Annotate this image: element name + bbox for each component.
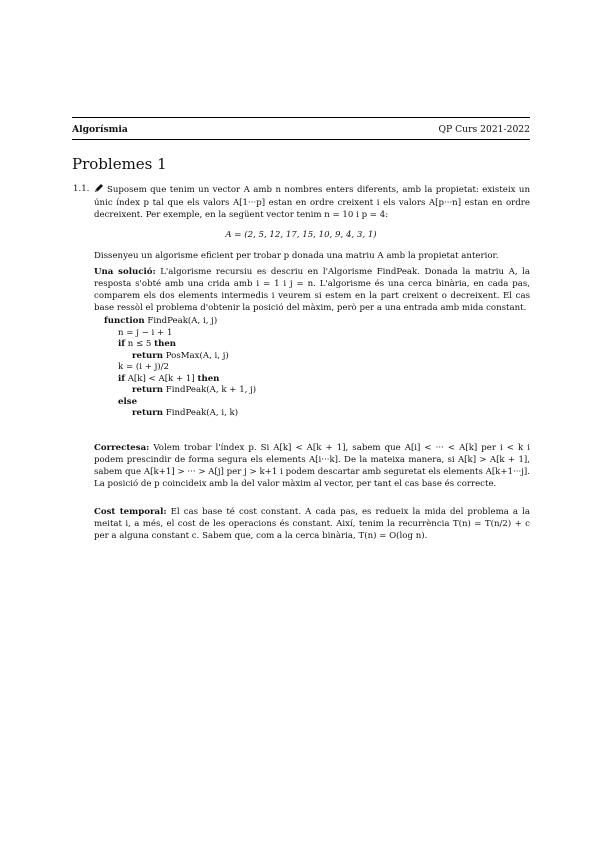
pencil-icon <box>94 183 104 198</box>
course-name: Algorísmia <box>72 124 128 135</box>
solution-paragraph <box>94 267 530 315</box>
cost-text: El cas base té cost constant. A cada pas, es redueix la mida del problema a la meitat i, a més, el cost de les operacions és constant. Així, tenim la recurrència T(n) = T(n/2) + c per a alguna constant c. Sabem que, com a la cerca binària, T(n) = O(log n). <box>94 507 530 541</box>
algorithm-block <box>104 316 256 420</box>
problem-statement <box>94 183 530 222</box>
solution-label: Una solució: <box>94 267 156 277</box>
alg-line-9: return FindPeak(A, i, k) <box>132 408 239 418</box>
alg-line-4: return PosMax(A, i, j) <box>132 350 229 361</box>
problem-number: 1.1. <box>73 184 90 194</box>
cost-paragraph <box>94 507 530 543</box>
page-title: Problemes 1 <box>72 155 167 173</box>
header-top-rule <box>72 117 530 118</box>
solution-text: L'algorisme recursiu es descriu en l'Algorisme FindPeak. Donada la matriu A, la resposta s'obté amb una crida amb i = 1 i j = n. L'algorisme és una cerca binària, en cada pas, comparem els dos elements intermedis i veurem si estem en la part creixent o decreixent. El cas base ressòl el problema d'obtenir la posició del màxim, però per a una entrada amb mida constant. <box>94 267 530 313</box>
cost-label: Cost temporal: <box>94 507 167 517</box>
task-text: Dissenyeu un algorisme eficient per trobar p donada una matriu A amb la propietat anterior. <box>94 251 499 261</box>
correctness-label: Correctesa: <box>94 443 150 453</box>
alg-line-5: k = (i + j)/2 <box>118 362 170 372</box>
alg-line-6: if A[k] < A[k + 1] then <box>118 373 220 384</box>
header-bottom-rule <box>72 139 530 140</box>
correctness-text: Volem trobar l'índex p. Si A[k] < A[k + 1], sabem que A[i] < ··· < A[k] per i < k i podem prescindir de forma segura els elements A[i···k]. De la mateixa manera, si A[k] > A[k + 1], sabem que A[k+1] > ··· > A[j] per j > k+1 i podem descartar amb seguretat els elements A[k+1···j]. La posició de p coincideix amb la del valor màxim al vector, per tant el cas base és correcte. <box>94 443 531 489</box>
alg-line-3: if n ≤ 5 then <box>118 339 177 349</box>
correctness-paragraph <box>94 443 530 491</box>
alg-line-7: return FindPeak(A, k + 1, j) <box>132 385 257 395</box>
alg-line-1: function FindPeak(A, i, j) <box>104 316 218 326</box>
alg-line-2: n = j − i + 1 <box>118 327 173 338</box>
example-equation: A = (2, 5, 12, 17, 15, 10, 9, 4, 3, 1) <box>225 230 377 240</box>
alg-line-8: else <box>118 396 138 407</box>
course-term: QP Curs 2021-2022 <box>438 124 530 135</box>
statement-text: Suposem que tenim un vector A amb n nombres enters diferents, amb la propietat: existeix un únic índex p tal que els valors A[1···p] estan en ordre creixent i els valors A[p···n] estan en ordre decreixent. Per exemple, en la següent vector tenim n = 10 i p = 4: <box>94 185 530 220</box>
